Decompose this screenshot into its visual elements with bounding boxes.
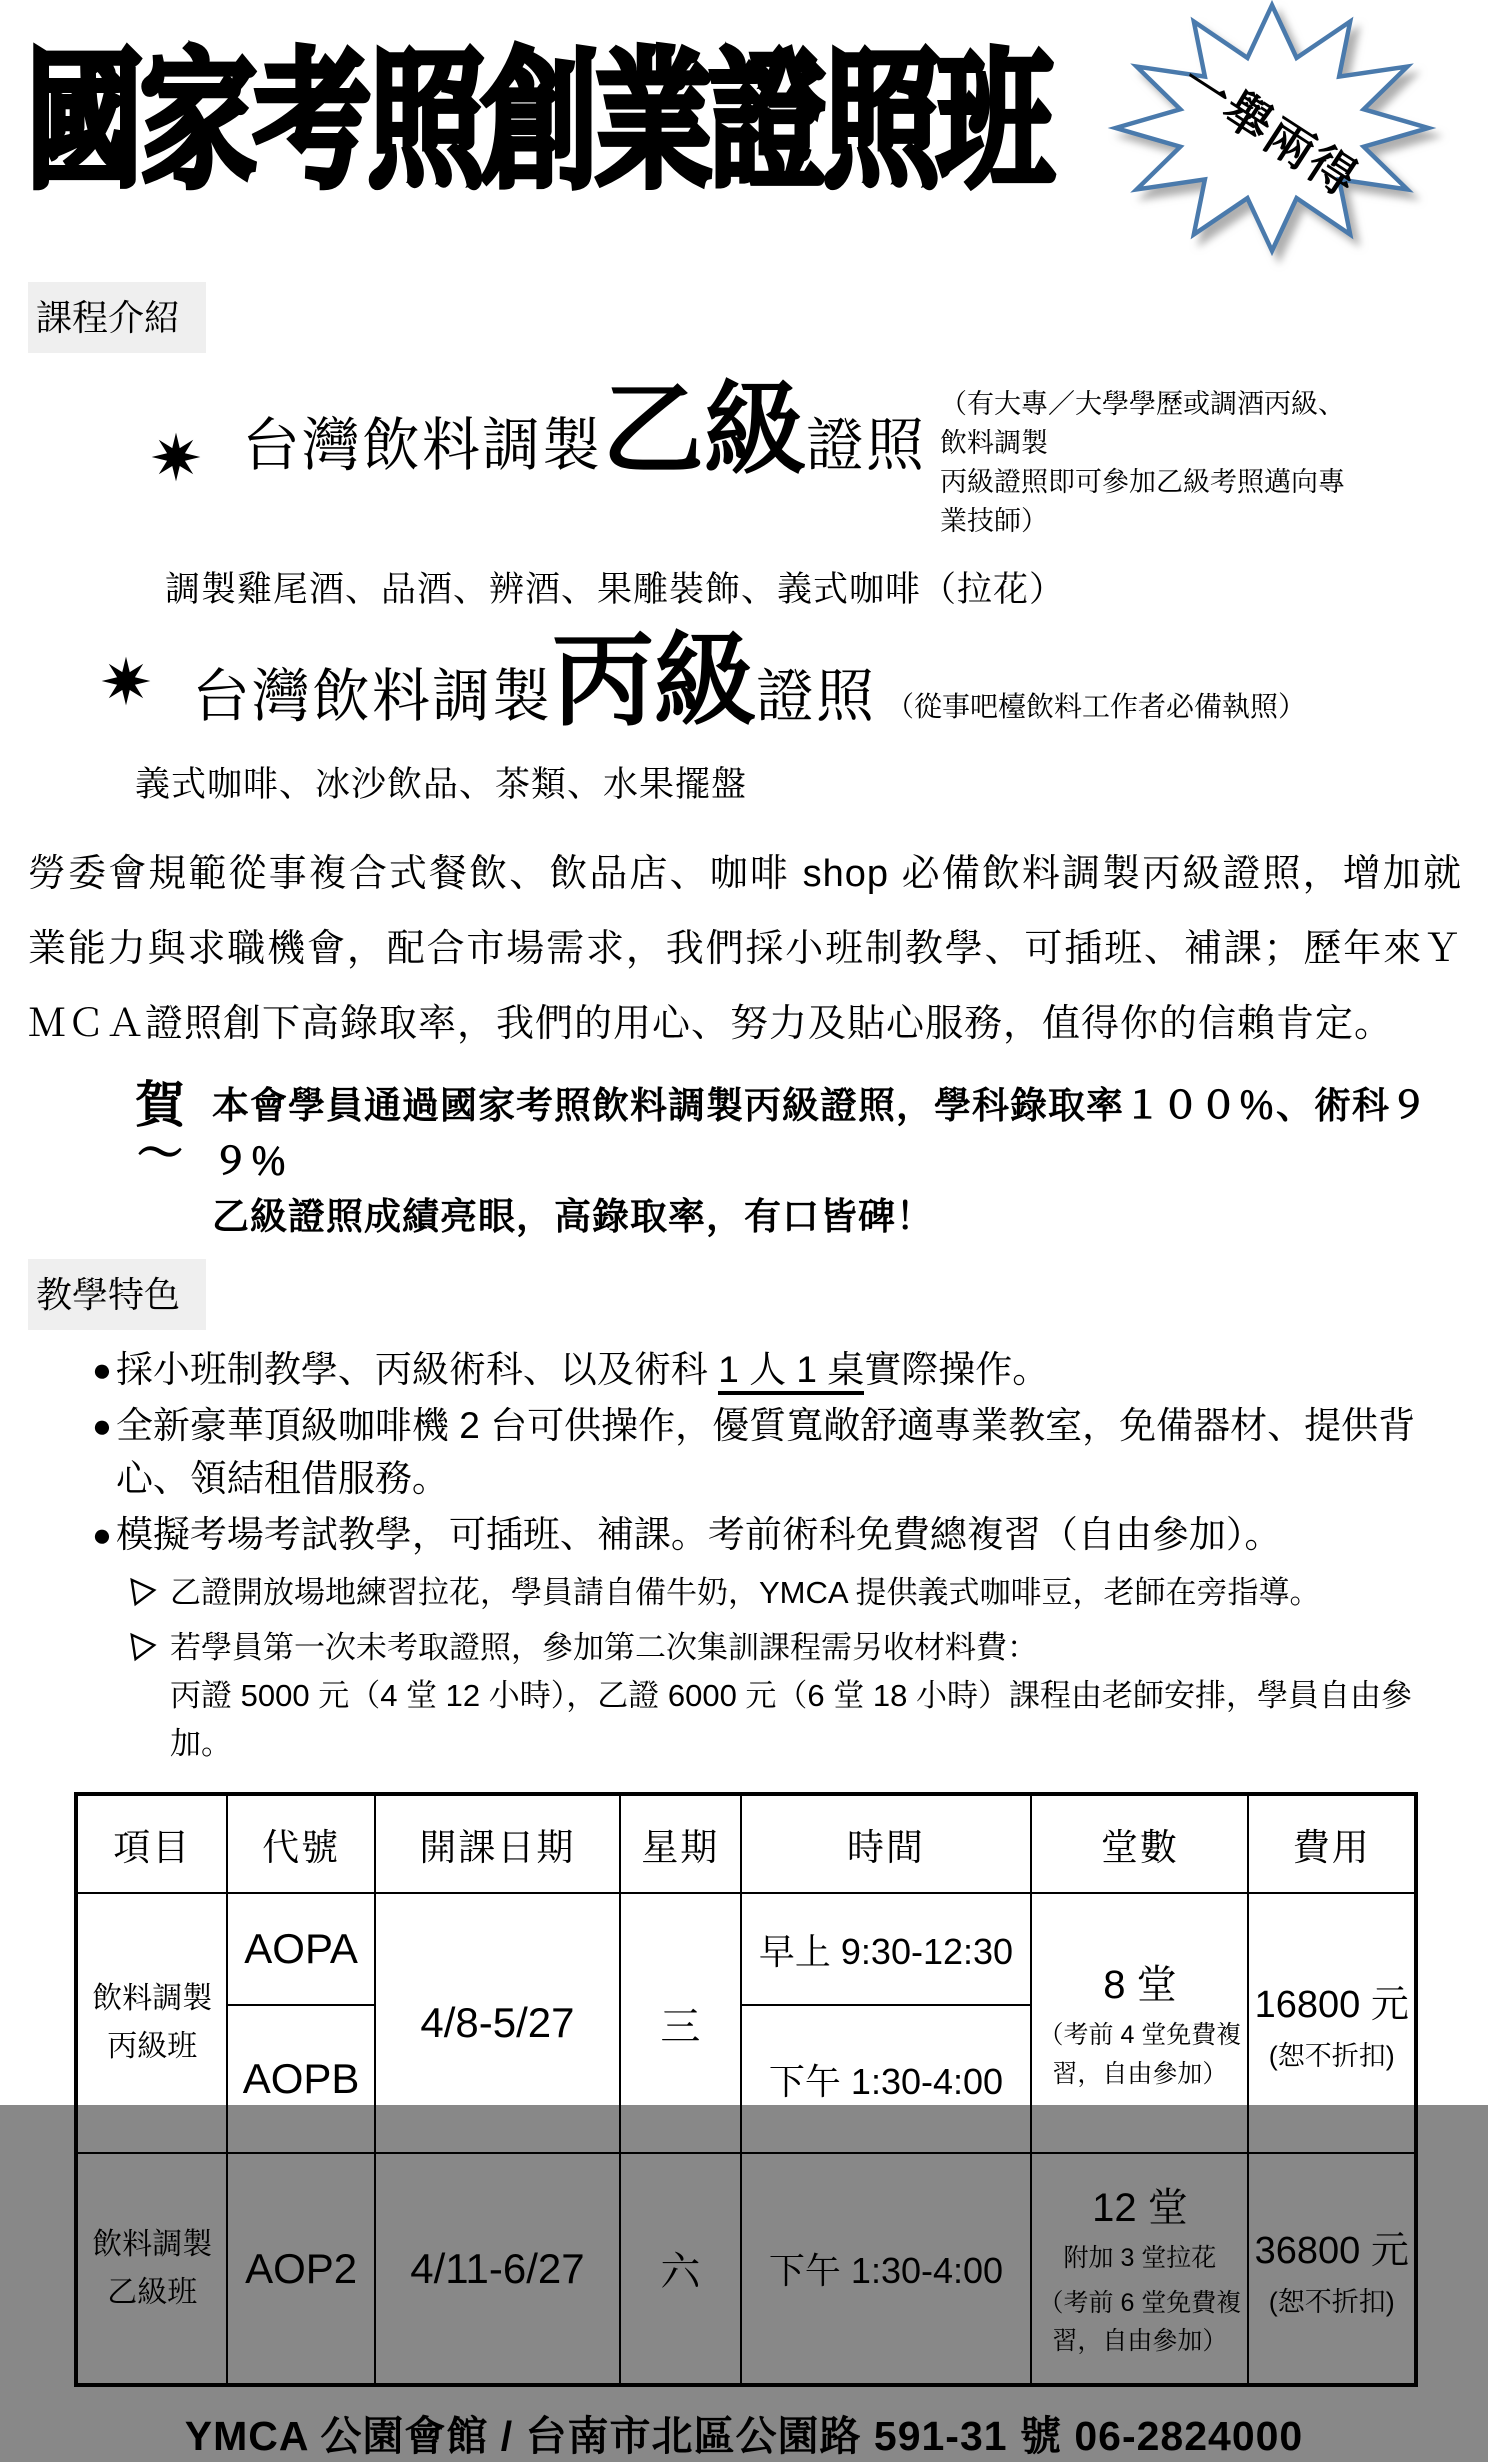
- cell-sessions-g2: [1031, 2153, 1248, 2385]
- fee-note: (恕不折扣): [1268, 2041, 1395, 2072]
- note-list: [128, 1569, 1488, 1768]
- schedule-table: [74, 1792, 1418, 2387]
- course-b-note-line1: （有大專／大學學歷或調酒丙級、飲料調製: [940, 389, 1346, 459]
- course-c-prefix: 台灣飲料調製: [192, 663, 553, 729]
- table-row-aopa: [76, 1893, 1416, 2005]
- feature-1-pre: 採小班制教學、丙級術科、以及術科: [115, 1348, 719, 1390]
- arrowhead-icon: [128, 1577, 158, 1607]
- feature-item: [92, 1400, 1442, 1505]
- note-item: [128, 1569, 1438, 1617]
- sessions-note: （考前 4 堂免費複習，自由參加）: [1038, 2020, 1242, 2088]
- course-b-suffix: 證照: [806, 413, 927, 478]
- col-header-time: 時間: [741, 1794, 1032, 1893]
- feature-2-text: 全新豪華頂級咖啡機 2 台可供操作，優質寬敞舒適專業教室，免備器材、提供背心、領結租借服務。: [115, 1405, 1416, 1499]
- starburst-label: 一舉兩得: [1172, 53, 1369, 208]
- bullet-icon: ●: [92, 1407, 112, 1445]
- feature-item: [92, 1344, 1442, 1397]
- fee-amount: 16800 元: [1254, 1984, 1409, 2027]
- course-c-heading: [100, 623, 1488, 738]
- sessions-count: 12 堂: [1092, 2185, 1188, 2230]
- course-c-suffix: 證照: [756, 663, 877, 729]
- cell-weekday-g1: 三: [620, 1893, 741, 2153]
- table-header-row: [76, 1794, 1416, 1893]
- item-line1: 飲料調製: [92, 1982, 213, 2016]
- cell-time-aop2: 下午 1:30-4:00: [741, 2153, 1032, 2385]
- congrats-text: [212, 1078, 1488, 1245]
- feature-item: [92, 1509, 1442, 1562]
- note-2-line1: 若學員第一次未考取證照，參加第二次集訓課程需另收材料費：: [170, 1629, 1038, 1665]
- section-label-course-intro: 課程介紹: [28, 282, 206, 353]
- item-line1: 飲料調製: [92, 2227, 213, 2261]
- cell-item-c-class: [76, 1893, 227, 2153]
- intro-paragraph: 勞委會規範從事複合式餐飲、飲品店、咖啡 shop 必備飲料調製丙級證照，增加就業能力與求職機會，配合市場需求，我們採小班制教學、可插班、補課；歷年來ＹＭＣＡ證照創下高錄取率，我們的用心、努力及貼心服務，值得你的信賴肯定。: [28, 852, 1462, 1046]
- course-b-note-line2: 丙級證照即可參加乙級考照邁向專業技師）: [940, 467, 1346, 537]
- col-header-sessions: 堂數: [1031, 1794, 1248, 1893]
- fee-amount: 36800 元: [1254, 2229, 1409, 2272]
- cell-date-g2: 4/11-6/27: [375, 2153, 620, 2385]
- congrats-line2: 乙級證照成績亮眼，高錄取率，有口皆碑！: [212, 1196, 934, 1238]
- footer-contact: YMCA 公園會館 / 台南市北區公園路 591-31 號 06-2824000: [184, 2413, 1304, 2460]
- fee-note: (恕不折扣): [1268, 2286, 1395, 2317]
- item-line2: 乙級班: [107, 2275, 198, 2309]
- cell-sessions-g1: [1031, 1893, 1248, 2153]
- col-header-date: 開課日期: [375, 1794, 620, 1893]
- course-b-heading: [150, 373, 1488, 537]
- feature-1-post: 實際操作。: [864, 1348, 1050, 1390]
- page-title: 國家考照創業證照班: [26, 40, 1051, 206]
- note-1-text: 乙證開放場地練習拉花，學員請自備牛奶，YMCA 提供義式咖啡豆，老師在旁指導。: [170, 1574, 1321, 1610]
- section-label-teaching-features: 教學特色: [28, 1259, 206, 1330]
- course-b-note: [940, 385, 1360, 542]
- congrats-line1: 本會學員通過國家考照飲料調製丙級證照，學科錄取率１００％、術科９９％: [212, 1085, 1428, 1182]
- cell-weekday-g2: 六: [620, 2153, 741, 2385]
- congrats-tilde: ～: [137, 1127, 183, 1180]
- cell-fee-g2: [1248, 2153, 1416, 2385]
- congrats-label: [108, 1078, 212, 1245]
- cell-code-aopa: AOPA: [227, 1893, 374, 2005]
- course-c-level: 丙級: [552, 623, 757, 738]
- course-c-detail: 義式咖啡、冰沙飲品、茶類、水果擺盤: [135, 764, 748, 804]
- cell-code-aopb: AOPB: [227, 2005, 374, 2153]
- cell-time-aopa: 早上 9:30-12:30: [741, 1893, 1032, 2005]
- col-header-fee: 費用: [1248, 1794, 1416, 1893]
- star-asterisk-icon: [100, 655, 152, 707]
- sessions-note-extra: 附加 3 堂拉花: [1063, 2243, 1217, 2272]
- starburst-badge: [1062, 0, 1482, 262]
- cell-item-b-class: [76, 2153, 227, 2385]
- arrowhead-icon: [128, 1632, 158, 1662]
- sessions-note: （考前 6 堂免費複習，自由參加）: [1038, 2288, 1242, 2356]
- col-header-code: 代號: [227, 1794, 374, 1893]
- sessions-count: 8 堂: [1103, 1962, 1177, 2007]
- feature-3-text: 模擬考場考試教學，可插班、補課。考前術科免費總複習（自由參加）。: [115, 1514, 1282, 1556]
- course-c-note: （從事吧檯飲料工作者必備執照）: [886, 690, 1307, 722]
- bullet-icon: ●: [92, 1516, 112, 1554]
- note-2-text: [170, 1624, 1438, 1768]
- cell-code-aop2: AOP2: [227, 2153, 374, 2385]
- cell-fee-g1: [1248, 1893, 1416, 2153]
- course-b-detail: 調製雞尾酒、品酒、辨酒、果雕裝飾、義式咖啡（拉花）: [165, 569, 1066, 609]
- feature-1-text: [116, 1344, 1049, 1397]
- item-line2: 丙級班: [107, 2030, 198, 2064]
- congrats-block: [108, 1078, 1488, 1245]
- congrats-char: 賀: [135, 1077, 185, 1134]
- feature-1-underline: 1 人 1 桌: [718, 1349, 864, 1395]
- star-asterisk-icon: [150, 431, 202, 483]
- course-b-level: 乙級: [602, 373, 807, 487]
- note-item: [128, 1624, 1438, 1768]
- note-2-line2: 丙證 5000 元（4 堂 12 小時），乙證 6000 元（6 堂 18 小時）課程由老師安排，學員自由參加。: [170, 1677, 1412, 1762]
- col-header-item: 項目: [76, 1794, 227, 1893]
- cell-date-g1: 4/8-5/27: [375, 1893, 620, 2153]
- cell-time-aopb: 下午 1:30-4:00: [741, 2005, 1032, 2153]
- table-row-aop2: [76, 2153, 1416, 2385]
- course-b-prefix: 台灣飲料調製: [242, 413, 603, 478]
- feature-list: [92, 1344, 1488, 1562]
- col-header-weekday: 星期: [620, 1794, 741, 1893]
- bullet-icon: ●: [92, 1350, 112, 1388]
